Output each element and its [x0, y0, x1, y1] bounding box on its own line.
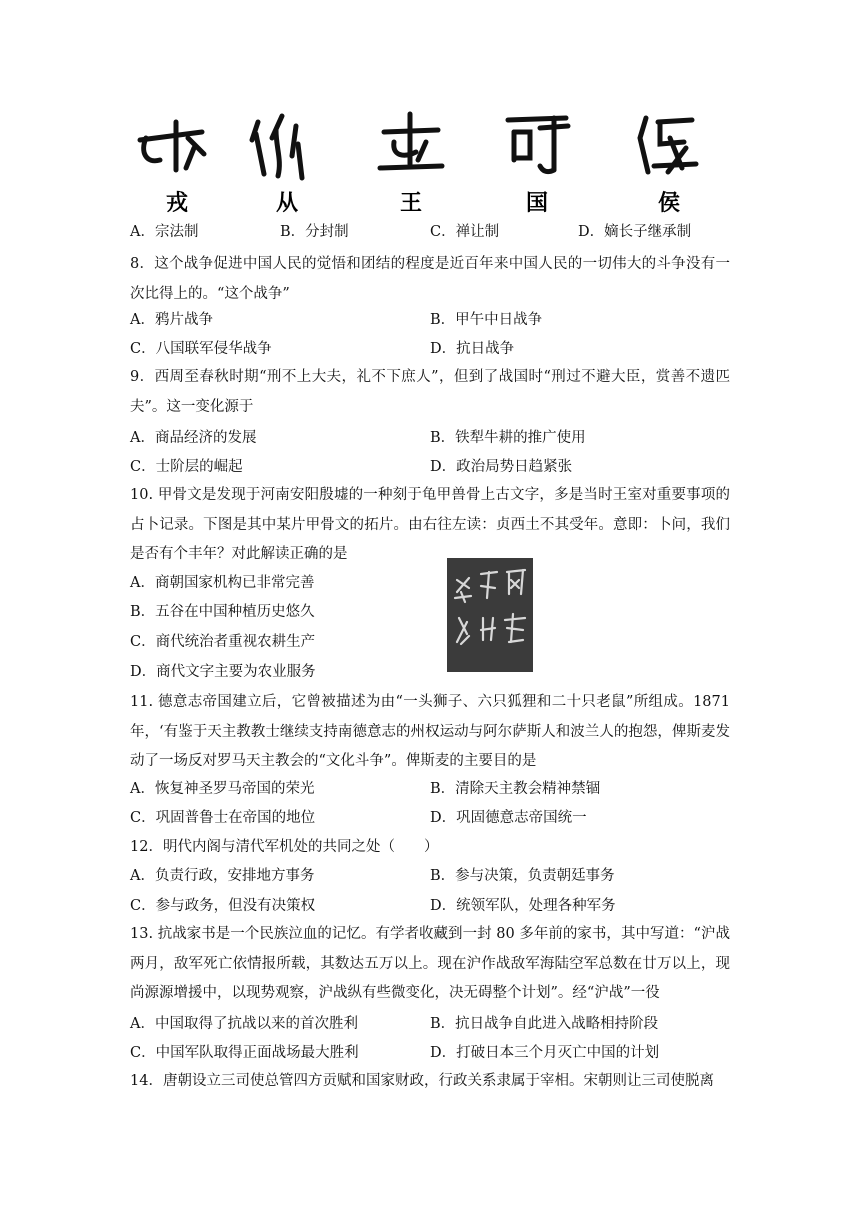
- oracle-glyph-guo-icon: [492, 108, 582, 188]
- oracle-bone-inscription-icon: [447, 558, 533, 672]
- q12-option-c[interactable]: C．参与政务，但没有决策权: [130, 898, 316, 914]
- glyph-wang: [366, 108, 456, 218]
- q7-option-a[interactable]: A．宗法制: [130, 224, 199, 240]
- question-14: [130, 1067, 730, 1097]
- question-12-text: 12．明代内阁与清代军机处的共同之处（ ）: [130, 839, 439, 855]
- q10-option-a[interactable]: A．商朝国家机构已非常完善: [130, 575, 315, 591]
- ancient-glyph-row: [118, 108, 718, 218]
- q11-option-d[interactable]: D．巩固德意志帝国统一: [430, 810, 587, 826]
- q7-option-c[interactable]: C．禅让制: [430, 224, 500, 240]
- q8-option-a[interactable]: A．鸦片战争: [130, 312, 213, 328]
- question-10: [130, 481, 730, 570]
- oracle-glyph-wang-icon: [366, 108, 456, 188]
- oracle-glyph-rong-icon: [132, 108, 222, 188]
- q8-option-b[interactable]: B．甲午中日战争: [430, 312, 543, 328]
- question-13-text: 13. 抗战家书是一个民族泣血的记忆。有学者收藏到一封 80 多年前的家书，其中写道：“沪战两月，敌军死亡依情报所载，其数达五万以上。现在沪作战敌军海陆空军总数在廿万以上，现尚源源增援中，以现势观察，沪战纵有些微变化，决无碍整个计划”。经“沪战”一役: [130, 926, 730, 1001]
- glyph-cong: [242, 108, 332, 218]
- q7-option-b[interactable]: B．分封制: [280, 224, 349, 240]
- glyph-modern-char: 从: [275, 191, 298, 216]
- q7-option-d[interactable]: D．嫡长子继承制: [578, 224, 692, 240]
- q13-option-c[interactable]: C．中国军队取得正面战场最大胜利: [130, 1045, 359, 1061]
- question-13: [130, 920, 730, 1009]
- glyph-modern-char: 侯: [657, 191, 680, 216]
- question-9-text: 9．西周至春秋时期“刑不上大夫，礼不下庶人”，但到了战国时“刑过不避大臣，赏善不遗匹夫”。这一变化源于: [130, 369, 730, 415]
- glyph-guo: [492, 108, 582, 218]
- q9-option-c[interactable]: C．士阶层的崛起: [130, 459, 243, 475]
- q13-option-b[interactable]: B．抗日战争自此进入战略相持阶段: [430, 1016, 659, 1032]
- q11-option-b[interactable]: B．清除天主教会精神禁锢: [430, 781, 601, 797]
- glyph-modern-char: 国: [525, 191, 548, 216]
- q9-option-d[interactable]: D．政治局势日趋紧张: [430, 459, 573, 475]
- glyph-modern-char: 王: [399, 191, 422, 216]
- q8-option-d[interactable]: D．抗日战争: [430, 341, 515, 357]
- oracle-glyph-cong-icon: [242, 108, 332, 188]
- question-8: [130, 250, 730, 309]
- q9-option-b[interactable]: B．铁犁牛耕的推广使用: [430, 430, 586, 446]
- q12-option-d[interactable]: D．统领军队，处理各种军务: [430, 898, 616, 914]
- q13-option-a[interactable]: A．中国取得了抗战以来的首次胜利: [130, 1016, 358, 1032]
- oracle-bone-rubbing-image: [447, 558, 533, 672]
- question-11: [130, 688, 730, 777]
- oracle-glyph-hou-icon: [624, 108, 714, 188]
- q10-option-d[interactable]: D．商代文字主要为农业服务: [130, 664, 316, 680]
- question-14-text: 14．唐朝设立三司使总管四方贡赋和国家财政，行政关系隶属于宰相。宋朝则让三司使脱离: [130, 1073, 714, 1089]
- question-10-text: 10. 甲骨文是发现于河南安阳殷墟的一种刻于龟甲兽骨上古文字，多是当时王室对重要事项的占卜记录。下图是其中某片甲骨文的拓片。由右往左读：贞西土不其受年。意即：卜问，我们是否有个丰年？对此解读正确的是: [130, 487, 730, 562]
- q11-option-c[interactable]: C．巩固普鲁士在帝国的地位: [130, 810, 316, 826]
- q11-option-a[interactable]: A．恢复神圣罗马帝国的荣光: [130, 781, 315, 797]
- glyph-rong: [132, 108, 222, 218]
- question-8-text: 8．这个战争促进中国人民的觉悟和团结的程度是近百年来中国人民的一切伟大的斗争没有一次比得上的。“这个战争”: [130, 256, 730, 302]
- q9-option-a[interactable]: A．商品经济的发展: [130, 430, 257, 446]
- question-9: [130, 363, 730, 422]
- q10-option-c[interactable]: C．商代统治者重视农耕生产: [130, 634, 316, 650]
- q8-option-c[interactable]: C．八国联军侵华战争: [130, 341, 272, 357]
- glyph-modern-char: 戎: [165, 191, 188, 216]
- glyph-hou: [624, 108, 714, 218]
- question-11-text: 11. 德意志帝国建立后，它曾被描述为由“一头狮子、六只狐狸和二十只老鼠”所组成。1871年，‘有鉴于天主教教士继续支持南德意志的州权运动与阿尔萨斯人和波兰人的抱怨，俾斯麦发动了一场反对罗马天主教会的“文化斗争”。俾斯麦的主要目的是: [130, 694, 730, 769]
- q12-option-a[interactable]: A．负责行政，安排地方事务: [130, 868, 315, 884]
- q12-option-b[interactable]: B．参与决策，负责朝廷事务: [430, 868, 615, 884]
- q13-option-d[interactable]: D．打破日本三个月灭亡中国的计划: [430, 1045, 660, 1061]
- q10-option-b[interactable]: B．五谷在中国种植历史悠久: [130, 604, 315, 620]
